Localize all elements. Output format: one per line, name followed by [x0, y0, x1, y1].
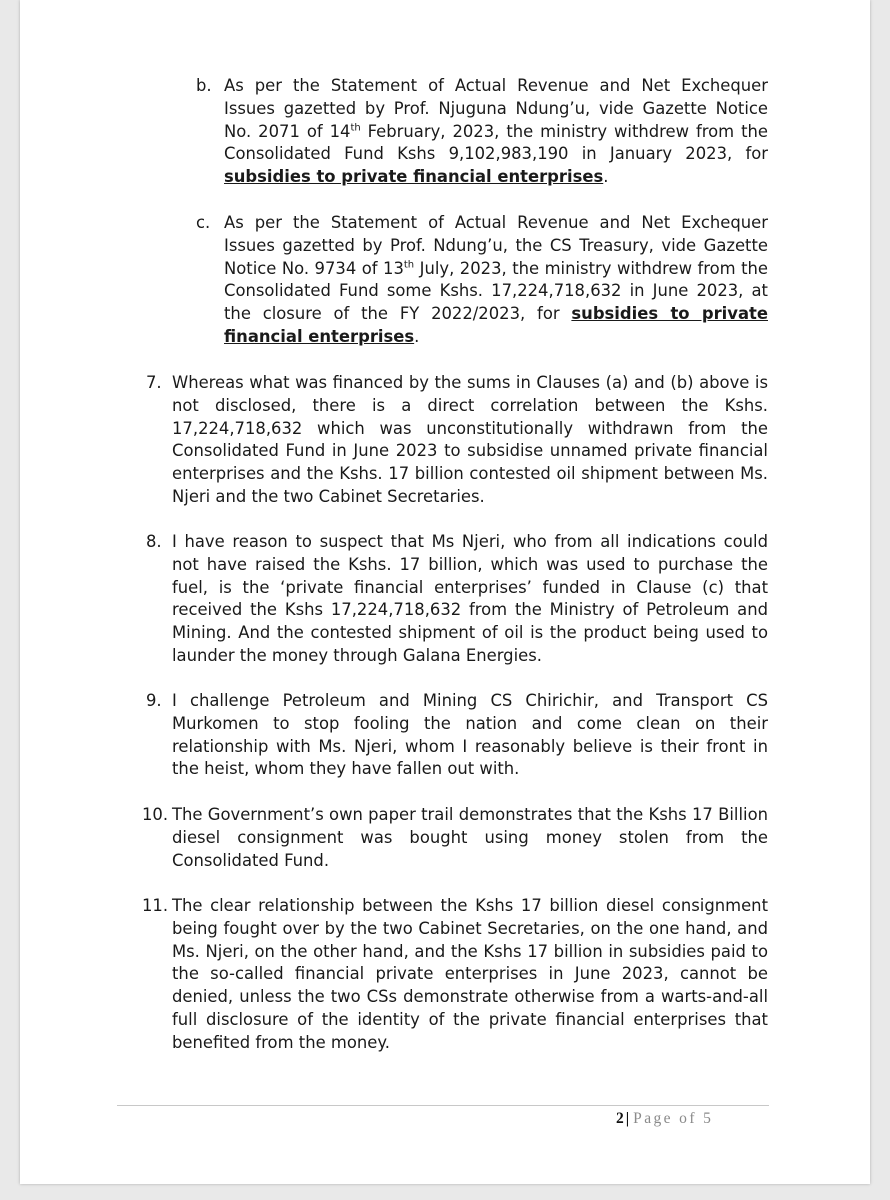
- emphasis-text: subsidies to private financial enterprises: [224, 304, 768, 346]
- footer-divider: [117, 1105, 769, 1106]
- item-text: I challenge Petroleum and Mining CS Chirichir, and Transport CS Murkomen to stop fooling the nation and come clean on their relationship with Ms. Njeri, whom I reasonably believe is their front in the heist, whom they have fallen out with.: [172, 691, 768, 779]
- clause-text: As per the Statement of Actual Revenue and Net Exchequer Issues gazetted by Prof. Njuguna Ndung’u, vide Gazette Notice No. 2071 of 14th February, 2023, the ministry withdrew from the Consolidated Fund Kshs 9,102,983,190 in January 2023, for subsidies to private financial enterprises.: [224, 76, 768, 187]
- page-footer: [616, 1110, 816, 1128]
- item-number: 10.: [142, 805, 169, 824]
- emphasis-text: subsidies to private financial enterprises: [224, 167, 604, 187]
- item-number: 8.: [146, 532, 162, 551]
- item-number: 7.: [146, 373, 162, 392]
- clause-marker: c.: [196, 213, 211, 232]
- clause-text: As per the Statement of Actual Revenue and Net Exchequer Issues gazetted by Prof. Ndung’u, the CS Treasury, vide Gazette Notice No. 9734 of 13th July, 2023, the ministry withdrew from the Consolidated Fund some Kshs. 17,224,718,632 in June 2023, at the closure of the FY 2022/2023, for subsidies to private financial enterprises.: [224, 213, 768, 346]
- item-text: Whereas what was financed by the sums in Clauses (a) and (b) above is not disclosed, there is a direct correlation between the Kshs. 17,224,718,632 which was unconstitutionally withdrawn from the Consolidated Fund in June 2023 to subsidise unnamed private financial enterprises and the Kshs. 17 billion contested oil shipment between Ms. Njeri and the two Cabinet Secretaries.: [172, 373, 768, 506]
- clause-marker: b.: [196, 76, 212, 95]
- item-text: The clear relationship between the Kshs 17 billion diesel consignment being fought over by the two Cabinet Secretaries, on the one hand, and Ms. Njeri, on the other hand, and the Kshs 17 billion in subsidies paid to the so-called financial private enterprises in June 2023, cannot be denied, unless the two CSs demonstrate otherwise from a warts-and-all full disclosure of the identity of the private financial enterprises that benefited from the money.: [172, 896, 768, 1052]
- document-page: [20, 0, 870, 1184]
- item-text: I have reason to suspect that Ms Njeri, who from all indications could not have raised the Kshs. 17 billion, which was used to purchase the fuel, is the ‘private financial enterprises’ funded in Clause (c) that received the Kshs 17,224,718,632 from the Ministry of Petroleum and Mining. And the contested shipment of oil is the product being used to launder the money through Galana Energies.: [172, 532, 768, 665]
- page-label: Page of 5: [633, 1110, 714, 1127]
- item-number: 9.: [146, 691, 162, 710]
- page-number: 2: [616, 1110, 624, 1127]
- footer-separator: |: [625, 1110, 630, 1127]
- item-text: The Government’s own paper trail demonstrates that the Kshs 17 Billion diesel consignment was bought using money stolen from the Consolidated Fund.: [172, 805, 768, 870]
- item-number: 11.: [142, 896, 169, 915]
